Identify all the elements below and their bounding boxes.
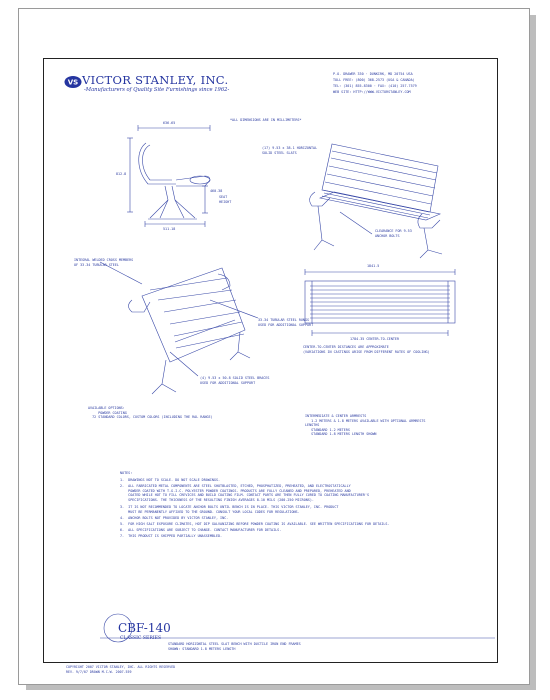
notes-heading: NOTES:: [120, 471, 133, 475]
contact-line: P.O. DRAWER 330 · DUNKIRK, MD 20754 USA: [333, 72, 413, 76]
note-item: 5. FOR HIGH SALT EXPOSURE CLIMATES, HOT DIP GALVANIZING BEFORE POWDER COATING IS AVAILABLE. SEE WRITTEN SPECIFICATIONS FOR DETAILS.: [120, 522, 390, 526]
braces-callout: (4) 9.53 x 50.8 SOLID STEEL BRACES USED FOR ADDITIONAL SUPPORT: [200, 376, 270, 385]
brand-tagline: -Manufacturers of Quality Site Furnishings since 1962-: [84, 87, 230, 93]
note-item: 3. IT IS NOT RECOMMENDED TO LOCATE ANCHOR BOLTS UNTIL BENCH IS IN PLACE. THIS VICTOR STANLEY, INC. PRODUCT MUST BE PERMANENTLY AFFIXED TO THE GROUND. CONSULT YOUR LOCAL CODES FOR REGULATIONS.: [120, 505, 339, 514]
note-item: 2. ALL FABRICATED METAL COMPONENTS ARE STEEL SHOTBLASTED, ETCHED, PHOSPHATIZED, PREHEATED, AND ELECTROSTATICALLY POWDER COATED WITH T.G.I.C. POLYESTER POWDER COATINGS. PRODUCTS ARE FULLY CLEANED AND PREPARED, PREHEATED AND COATED WHILE HOT TO FILL CREVICES AND BUILD COATING FILM. CONTACT PARTS ARE THEN FULLY CURED TO COATING MANUFACTURER'S SPECIFICATIONS. THE THICKNESS OF THE RESULTING FINISH AVERAGES 8-10 MILS (200-250 MICRONS).: [120, 484, 370, 502]
dim-seat-height: 460.38: [210, 189, 223, 193]
armrest-and-lengths: INTERMEDIATE & CENTER ARMRESTS 1.2 METERS & 1.8 METERS AVAILABLE WITH OPTIONAL ARMRESTS LENGTHS STANDARD 1.2 METERS STANDARD 1.8 METERS LENGTH SHOWN: [305, 414, 426, 437]
available-options: AVAILABLE OPTIONS: POWDER COATING 72 STANDARD COLORS, CUSTOM COLORS (INCLUDING THE RAL RANGE): [88, 406, 213, 420]
contact-line: TEL: (301) 855-8300 · FAX: (410) 257-7579: [333, 84, 417, 89]
copyright-line: COPYRIGHT 2007 VICTOR STANLEY, INC. ALL RIGHTS RESERVED: [66, 665, 176, 669]
dim-plan-width: 1841.5: [367, 264, 380, 268]
contact-line: TOLL FREE: (800) 368-2573 (USA & CANADA): [333, 78, 415, 83]
revision-line: REV. 9/7/07 DRAWN M.C.W. 2007-559: [66, 670, 132, 675]
perspective-view-front: [310, 144, 442, 258]
footer: [66, 665, 175, 675]
dim-top-width: 636.65: [163, 121, 176, 125]
note-item: 7. THIS PRODUCT IS SHIPPED PARTIALLY UNASSEMBLED.: [120, 534, 223, 538]
brand-name: VICTOR STANLEY, INC.: [82, 73, 229, 87]
units-note: *ALL DIMENSIONS ARE IN MILLIMETERS*: [230, 118, 302, 122]
perspective-view-rear: [100, 262, 258, 394]
note-item: 6. ALL SPECIFICATIONS ARE SUBJECT TO CHANGE. CONTACT MANUFACTURER FOR DETAILS.: [120, 528, 282, 532]
model-number: CBF-140: [118, 621, 171, 635]
dim-height-left: 812.8: [116, 172, 127, 176]
rungs-callout: 33.34 TUBULAR STEEL RUNGS USED FOR ADDITIONAL SUPPORT: [258, 318, 314, 327]
dim-center-to-center: 1784.35 CENTER-TO-CENTER: [350, 337, 399, 341]
logo-mark: VS: [67, 78, 79, 87]
dim-base-width: 511.18: [163, 227, 176, 231]
product-description: STANDARD HORIZONTAL STEEL SLAT BENCH WITH DUCTILE IRON END FRAMES SHOWN: STANDARD 1.8 METERS LENGTH: [168, 642, 301, 651]
note-item: 1. DRAWINGS NOT TO SCALE. DO NOT SCALE DRAWINGS.: [120, 478, 221, 482]
note-item: 4. ANCHOR BOLTS NOT PROVIDED BY VICTOR STANLEY, INC.: [120, 516, 229, 520]
contact-line: WEB SITE: HTTP://WWW.VICTORSTANLEY.COM: [333, 90, 411, 95]
cross-members-callout: INTEGRAL WELDED CROSS MEMBERS OF 33.34 TUBULAR STEEL: [74, 258, 134, 267]
slats-callout: (17) 9.53 x 38.1 HORIZONTAL SOLID STEEL SLATS: [262, 146, 318, 155]
plan-view: [305, 269, 455, 336]
center-distance-note: CENTER-TO-CENTER DISTANCES ARE APPROXIMATE (VARIATIONS IN CASTINGS ARISE FROM DIFFERENT RATES OF COOLING): [303, 345, 430, 354]
clearance-callout: CLEARANCE FOR 9.53 ANCHOR BOLTS: [375, 229, 412, 238]
series-name: CLASSIC SERIES: [120, 636, 162, 641]
dim-height-label: HEIGHT: [219, 200, 232, 204]
dim-seat-label: SEAT: [219, 195, 228, 199]
side-elevation-view: [127, 125, 210, 227]
